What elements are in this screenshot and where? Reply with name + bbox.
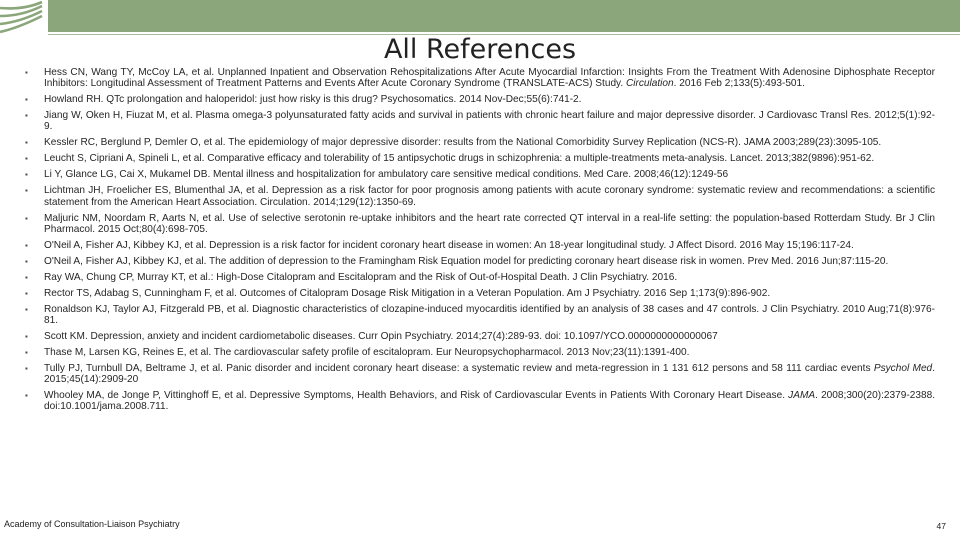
reference-text: Whooley MA, de Jonge P, Vittinghoff E, et al. Depressive Symptoms, Health Behaviors, and Risk of Cardiovascular Events in Patients With Coronary Heart Disease. [44,390,789,402]
reference-text: O'Neil A, Fisher AJ, Kibbey KJ, et al. Depression is a risk factor for incident coronary heart disease in women: An 18-year longitudinal study. J Affect Disord. 2016 May 15;196:117-24. [44,239,854,251]
bullet-icon: ▪ [25,170,28,180]
reference-item [25,110,935,132]
reference-item [25,331,935,342]
reference-item [25,94,935,105]
footer-organization: Academy of Consultation-Liaison Psychiatry [4,519,180,529]
reference-text: Howland RH. QTc prolongation and haloperidol: just how risky is this drug? Psychosomatics. 2014 Nov-Dec;55(6):741-2. [44,94,582,106]
reference-item [25,390,935,412]
reference-item [25,153,935,164]
bullet-icon: ▪ [25,256,28,266]
header-accent-bar [48,0,960,32]
reference-text: O'Neil A, Fisher AJ, Kibbey KJ, et al. The addition of depression to the Framingham Risk Equation model for predicting coronary heart disease risk in women. Prev Med. 2016 Jun;87:115-20. [44,255,889,267]
reference-text: Maljuric NM, Noordam R, Aarts N, et al. Use of selective serotonin re-uptake inhibitors and the heart rate corrected QT interval in a real-life setting: the population-based Rotterdam Study. Br J Clin Pharmacol. 2015 Oct;80(4):698-705. [44,212,935,235]
reference-journal: Psychol Med [873,363,933,375]
reference-text: Thase M, Larsen KG, Reines E, et al. The cardiovascular safety profile of escitalopram. Eur Neuropsychopharmacol. 2013 Nov;23(11):1391-400. [44,347,690,359]
reference-item [25,347,935,358]
bullet-icon: ▪ [25,95,28,105]
reference-journal: JAMA [788,390,816,402]
reference-text: Kessler RC, Berglund P, Demler O, et al. The epidemiology of major depressive disorder: results from the National Comorbidity Survey Replication (NCS-R). JAMA 2003;289(23):3095-105. [44,137,882,149]
reference-list [25,67,935,417]
reference-item [25,185,935,207]
reference-item [25,240,935,251]
reference-item [25,272,935,283]
bullet-icon: ▪ [25,186,28,196]
reference-text: Tully PJ, Turnbull DA, Beltrame J, et al. Panic disorder and incident coronary heart disease: a systematic review and meta-regression in 1 131 612 persons and 58 111 cardiac events [44,363,874,375]
reference-item [25,169,935,180]
reference-citation: . 2015;45(14):2909-20 [44,363,935,386]
reference-text: Rector TS, Adabag S, Cunningham F, et al. Outcomes of Citalopram Dosage Risk Mitigation in a Veteran Population. Am J Psychiatry. 2016 Sep 1;173(9):896-902. [44,287,771,299]
reference-text: Scott KM. Depression, anxiety and incident cardiometabolic diseases. Curr Opin Psychiatry. 2014;27(4):289-93. doi: 10.1097/YCO.0000000000000067 [44,331,718,343]
page-number: 47 [936,521,946,531]
reference-text: Lichtman JH, Froelicher ES, Blumenthal JA, et al. Depression as a risk factor for poor prognosis among patients with acute coronary syndrome: systematic review and recommendations: a scientific statement from the American Heart Association. Circulation. 2014;129(12):1350-69. [44,185,935,208]
bullet-icon: ▪ [25,348,28,358]
reference-text: Jiang W, Oken H, Fiuzat M, et al. Plasma omega-3 polyunsaturated fatty acids and survival in patients with chronic heart failure and major depressive disorder. J Cardiovasc Transl Res. 2012;5(1):92-9. [44,110,935,133]
page-title: All References [383,34,577,65]
reference-journal: Circulation [625,78,674,90]
reference-item [25,67,935,89]
reference-item [25,288,935,299]
reference-citation: . 2008;300(20):2379-2388. doi:10.1001/jama.2008.711. [44,390,935,413]
bullet-icon: ▪ [25,154,28,164]
reference-item [25,363,935,385]
bullet-icon: ▪ [25,111,28,121]
reference-item [25,213,935,235]
bullet-icon: ▪ [25,288,28,298]
bullet-icon: ▪ [25,68,28,77]
bullet-icon: ▪ [25,272,28,282]
reference-item [25,137,935,148]
reference-text: Leucht S, Cipriani A, Spineli L, et al. Comparative efficacy and tolerability of 15 antipsychotic drugs in schizophrenia: a multiple-treatments meta-analysis. Lancet. 2013;382(9896):951-62. [44,153,875,165]
reference-text: Ronaldson KJ, Taylor AJ, Fitzgerald PB, et al. Diagnostic characteristics of clozapine-induced myocarditis identified by an analysis of 38 cases and 47 controls. J Clin Psychiatry. 2010 Aug;71(8):976-81. [44,303,935,327]
bullet-icon: ▪ [25,391,28,401]
reference-text: Ray WA, Chung CP, Murray KT, et al.: High-Dose Citalopram and Escitalopram and the Risk of Out-of-Hospital Death. J Clin Psychiatry. 2016. [44,271,678,283]
bullet-icon: ▪ [25,213,28,223]
reference-citation: . 2016 Feb 2;133(5):493-501. [673,78,805,90]
bullet-icon: ▪ [25,332,28,342]
reference-text: Hess CN, Wang TY, McCoy LA, et al. Unplanned Inpatient and Observation Rehospitalizations After Acute Myocardial Infarction: Insights From the Treatment With Adenosine Diphosphate Receptor Inhibitors: Longitudinal Assessment of Treatment Patterns and Events After Acute Coronary Syndrome (TRANSLATE-ACS) Study. [44,67,935,90]
bullet-icon: ▪ [25,304,28,314]
reference-text: Li Y, Glance LG, Cai X, Mukamel DB. Mental illness and hospitalization for ambulatory care sensitive medical conditions. Med Care. 2008;46(12):1249-56 [44,169,729,181]
reference-item [25,256,935,267]
reference-item [25,304,935,326]
bullet-icon: ▪ [25,240,28,250]
bullet-icon: ▪ [25,138,28,148]
bullet-icon: ▪ [25,364,28,374]
